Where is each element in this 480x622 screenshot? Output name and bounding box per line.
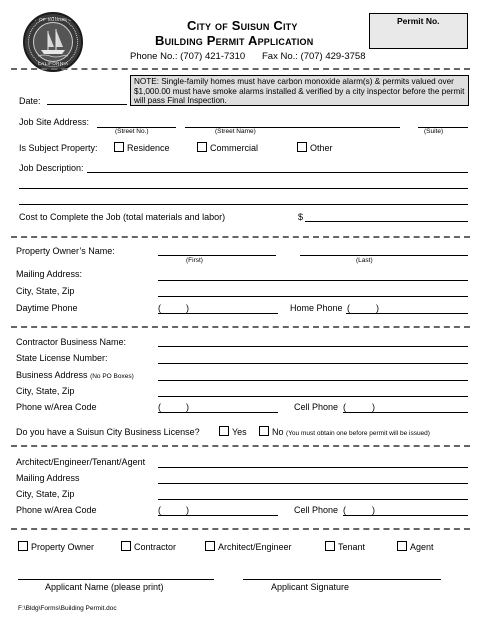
residence-option[interactable] [114, 142, 170, 153]
architect-cell-paren-open: ( [343, 505, 346, 515]
architect-city-field[interactable] [158, 499, 468, 500]
commercial-option[interactable] [197, 142, 258, 153]
owner-mailing-label: Mailing Address: [16, 269, 83, 279]
commercial-label: Commercial [210, 143, 259, 153]
architect-city-label: City, State, Zip [16, 489, 75, 499]
architect-cell-field[interactable] [343, 515, 468, 516]
license-no-checkbox[interactable] [259, 426, 269, 436]
safety-note: NOTE: Single-family homes must have carbon monoxide alarm(s) & permits valued over $1,000.00 must have smoke alarms installed & verified by a city inspector before the permit will pass Final Inspection. [130, 75, 469, 106]
contractor-checkbox[interactable] [121, 541, 131, 551]
license-no-label: No [272, 427, 284, 437]
suite-caption: (Suite) [424, 128, 444, 135]
role-agent[interactable] [397, 541, 434, 552]
footer-file-path: F:\Bldg\Forms\Building Permit.doc [18, 605, 117, 612]
contractor-name-label: Contractor Business Name: [16, 337, 127, 347]
cost-label: Cost to Complete the Job (total materials and labor) [19, 212, 226, 222]
job-description-line-1[interactable] [87, 172, 468, 173]
first-caption: (First) [186, 257, 203, 264]
role-tenant[interactable] [325, 541, 365, 552]
form-title-line1: City of Suisun City [187, 18, 298, 33]
contractor-cell-label: Cell Phone [294, 402, 339, 412]
fax-number: Fax No.: (707) 429-3758 [262, 51, 366, 62]
owner-mailing-field[interactable] [158, 280, 468, 281]
owner-name-label: Property Owner’s Name: [16, 246, 115, 256]
other-label: Other [310, 143, 333, 153]
owner-city-label: City, State, Zip [16, 286, 75, 296]
owner-first-name-field[interactable] [158, 255, 276, 256]
seal-text-top: CITY OF SUISUN CITY [25, 17, 81, 22]
business-address-label [16, 370, 134, 380]
tenant-label: Tenant [338, 542, 366, 552]
business-address-field[interactable] [158, 380, 468, 381]
agent-label: Agent [410, 542, 434, 552]
business-address-text: Business Address [16, 370, 88, 380]
applicant-name-field[interactable] [18, 579, 214, 580]
architect-engineer-label: Architect/Engineer [218, 542, 292, 552]
contractor-role-label: Contractor [134, 542, 177, 552]
permit-number-box[interactable] [369, 13, 468, 49]
architect-label: Architect/Engineer/Tenant/Agent [16, 457, 146, 467]
date-label: Date: [19, 96, 41, 106]
contractor-cell-paren-close: ) [372, 402, 375, 412]
role-contractor[interactable] [121, 541, 176, 552]
other-option[interactable] [297, 142, 333, 153]
property-owner-checkbox[interactable] [18, 541, 28, 551]
contractor-phone-label: Phone w/Area Code [16, 402, 97, 412]
architect-mailing-label: Mailing Address [16, 473, 80, 483]
date-field[interactable] [47, 104, 127, 105]
architect-engineer-checkbox[interactable] [205, 541, 215, 551]
last-caption: (Last) [356, 257, 373, 264]
license-number-label: State License Number: [16, 353, 108, 363]
tenant-checkbox[interactable] [325, 541, 335, 551]
cost-field[interactable] [305, 221, 468, 222]
home-phone-label: Home Phone [290, 303, 343, 313]
divider [11, 445, 470, 447]
architect-phone-label: Phone w/Area Code [16, 505, 97, 515]
seal-text-bottom: CALIFORNIA [37, 61, 69, 66]
permit-number-label: Permit No. [397, 16, 440, 26]
contractor-name-field[interactable] [158, 346, 468, 347]
architect-name-field[interactable] [158, 467, 468, 468]
license-no-option[interactable] [259, 426, 430, 437]
residence-label: Residence [127, 143, 170, 153]
license-number-field[interactable] [158, 363, 468, 364]
divider [11, 528, 470, 530]
divider [11, 236, 470, 238]
divider [11, 326, 470, 328]
architect-phone-field[interactable] [158, 515, 278, 516]
architect-paren-open: ( [158, 505, 161, 515]
architect-cell-paren-close: ) [372, 505, 375, 515]
architect-paren-close: ) [186, 505, 189, 515]
license-no-note: (You must obtain one before permit will be issued) [286, 430, 430, 437]
contractor-city-label: City, State, Zip [16, 386, 75, 396]
applicant-signature-label: Applicant Signature [271, 582, 350, 592]
architect-mailing-field[interactable] [158, 483, 468, 484]
applicant-signature-field[interactable] [243, 579, 441, 580]
daytime-paren-open: ( [158, 303, 161, 313]
architect-cell-label: Cell Phone [294, 505, 339, 515]
role-architect-engineer[interactable] [205, 541, 292, 552]
form-title-line2: Building Permit Application [155, 33, 314, 48]
other-checkbox[interactable] [297, 142, 307, 152]
home-paren-open: ( [347, 303, 350, 313]
street-no-caption: (Street No.) [115, 128, 149, 135]
owner-last-name-field[interactable] [300, 255, 468, 256]
ship-icon [33, 22, 73, 62]
no-po-boxes: (No PO Boxes) [90, 373, 134, 380]
applicant-name-label: Applicant Name (please print) [45, 582, 164, 592]
street-name-caption: (Street Name) [215, 128, 256, 135]
commercial-checkbox[interactable] [197, 142, 207, 152]
subject-property-label: Is Subject Property: [19, 143, 98, 153]
dollar-sign: $ [298, 212, 304, 222]
contractor-phone-field[interactable] [158, 412, 278, 413]
contractor-paren-close: ) [186, 402, 189, 412]
daytime-phone-label: Daytime Phone [16, 303, 78, 313]
job-description-line-3[interactable] [19, 204, 468, 205]
license-yes-option[interactable] [219, 426, 247, 437]
job-site-address-label: Job Site Address: [19, 117, 90, 127]
city-seal [23, 12, 83, 72]
daytime-paren-close: ) [186, 303, 189, 313]
business-license-question: Do you have a Suisun City Business License? [16, 427, 200, 437]
job-description-label: Job Description: [19, 163, 84, 173]
job-description-line-2[interactable] [19, 188, 468, 189]
residence-checkbox[interactable] [114, 142, 124, 152]
contractor-cell-field[interactable] [343, 412, 468, 413]
contractor-paren-open: ( [158, 402, 161, 412]
license-yes-label: Yes [232, 427, 247, 437]
daytime-phone-field[interactable] [158, 313, 278, 314]
property-owner-label: Property Owner [31, 542, 95, 552]
role-property-owner[interactable] [18, 541, 94, 552]
home-paren-close: ) [376, 303, 379, 313]
divider [11, 68, 470, 70]
owner-city-field[interactable] [158, 296, 468, 297]
home-phone-field[interactable] [346, 313, 468, 314]
contractor-city-field[interactable] [158, 396, 468, 397]
contractor-cell-paren-open: ( [343, 402, 346, 412]
phone-number: Phone No.: (707) 421-7310 [130, 51, 246, 62]
agent-checkbox[interactable] [397, 541, 407, 551]
license-yes-checkbox[interactable] [219, 426, 229, 436]
